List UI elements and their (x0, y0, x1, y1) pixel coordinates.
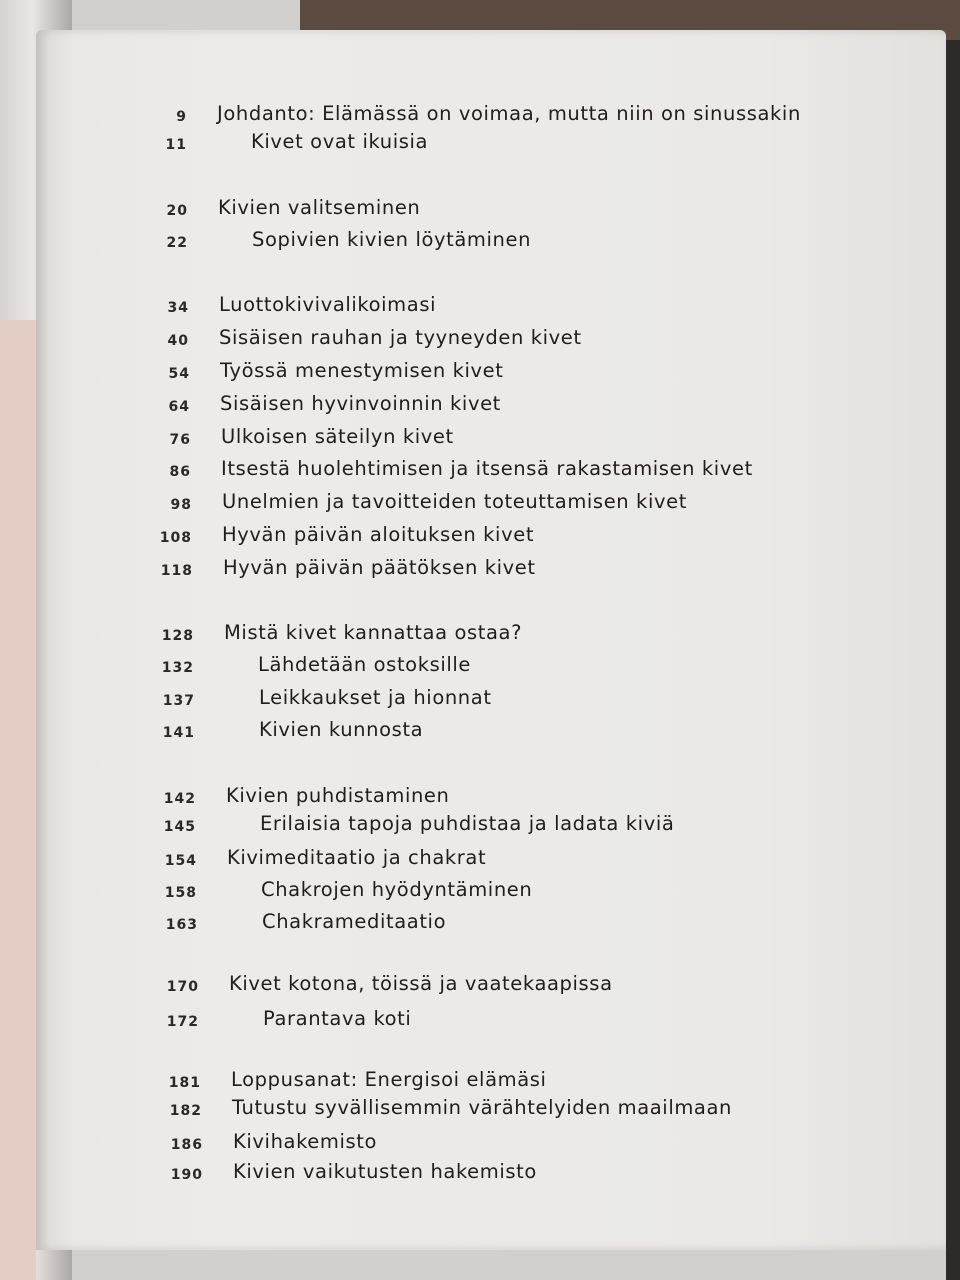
toc-page-number: 118 (160, 563, 193, 579)
toc-title: Hyvän päivän päätöksen kivet (223, 556, 536, 579)
toc-title: Unelmien ja tavoitteiden toteuttamisen kivet (222, 490, 687, 513)
toc-page-number: 40 (167, 333, 189, 349)
toc-title: Lähdetään ostoksille (258, 653, 472, 676)
toc-page-number: 128 (161, 628, 194, 644)
toc-title: Sopivien kivien löytäminen (252, 228, 532, 251)
toc-title: Kivien puhdistaminen (226, 784, 450, 807)
toc-page-number: 20 (166, 203, 188, 219)
toc-title: Sisäisen hyvinvoinnin kivet (220, 392, 501, 415)
toc-page-number: 22 (166, 235, 188, 251)
toc-page-number: 158 (164, 885, 197, 901)
toc-title: Chakrameditaatio (262, 910, 447, 933)
toc-page-number: 64 (168, 399, 190, 415)
toc-page-number: 9 (176, 109, 187, 125)
toc-title: Chakrojen hyödyntäminen (261, 878, 533, 901)
toc-page-number: 170 (166, 979, 199, 995)
toc-title: Tutustu syvällisemmin värähtelyiden maailmaan (232, 1096, 732, 1119)
toc-title: Itsestä huolehtimisen ja itsensä rakastamisen kivet (221, 457, 753, 480)
toc-title: Ulkoisen säteilyn kivet (221, 425, 454, 448)
toc-title: Hyvän päivän aloituksen kivet (222, 523, 535, 546)
toc-title: Kivien vaikutusten hakemisto (233, 1160, 537, 1183)
toc-page-number: 190 (170, 1167, 203, 1183)
toc-title: Kivien kunnosta (259, 718, 424, 741)
toc-page-number: 98 (170, 497, 192, 513)
toc-title: Loppusanat: Energisoi elämäsi (231, 1068, 547, 1091)
toc-title: Erilaisia tapoja puhdistaa ja ladata kiviä (260, 812, 675, 835)
toc-page-number: 141 (162, 725, 195, 741)
toc-title: Johdanto: Elämässä on voimaa, mutta niin on sinussakin (217, 102, 801, 125)
toc-page-number: 54 (168, 366, 190, 382)
toc-title: Mistä kivet kannattaa ostaa? (224, 621, 523, 644)
toc-page-number: 142 (163, 791, 196, 807)
toc-page-number: 186 (170, 1137, 203, 1153)
toc-page-number: 137 (162, 693, 195, 709)
toc-title: Työssä menestymisen kivet (220, 359, 504, 382)
toc-title: Luottokivivalikoimasi (219, 293, 437, 316)
toc-title: Kivet ovat ikuisia (251, 130, 429, 153)
toc-page-number: 145 (163, 819, 196, 835)
toc-title: Kivet kotona, töissä ja vaatekaapissa (229, 972, 613, 995)
toc-page-number: 154 (164, 853, 197, 869)
toc-page-number: 11 (165, 137, 187, 153)
toc-page-number: 76 (169, 432, 191, 448)
toc-page-number: 132 (161, 660, 194, 676)
toc-title: Kivien valitseminen (218, 196, 421, 219)
toc-page-number: 172 (166, 1014, 199, 1030)
toc-page-number: 86 (169, 464, 191, 480)
toc-title: Sisäisen rauhan ja tyyneyden kivet (219, 326, 582, 349)
toc-page-number: 34 (167, 300, 189, 316)
toc-title: Kivihakemisto (233, 1130, 378, 1153)
toc-page-number: 163 (165, 917, 198, 933)
toc-page-number: 108 (159, 530, 192, 546)
toc-title: Kivimeditaatio ja chakrat (227, 846, 487, 869)
toc-page-number: 182 (169, 1103, 202, 1119)
toc-title: Parantava koti (263, 1007, 412, 1030)
toc-page-number: 181 (168, 1075, 201, 1091)
toc-title: Leikkaukset ja hionnat (259, 686, 492, 709)
